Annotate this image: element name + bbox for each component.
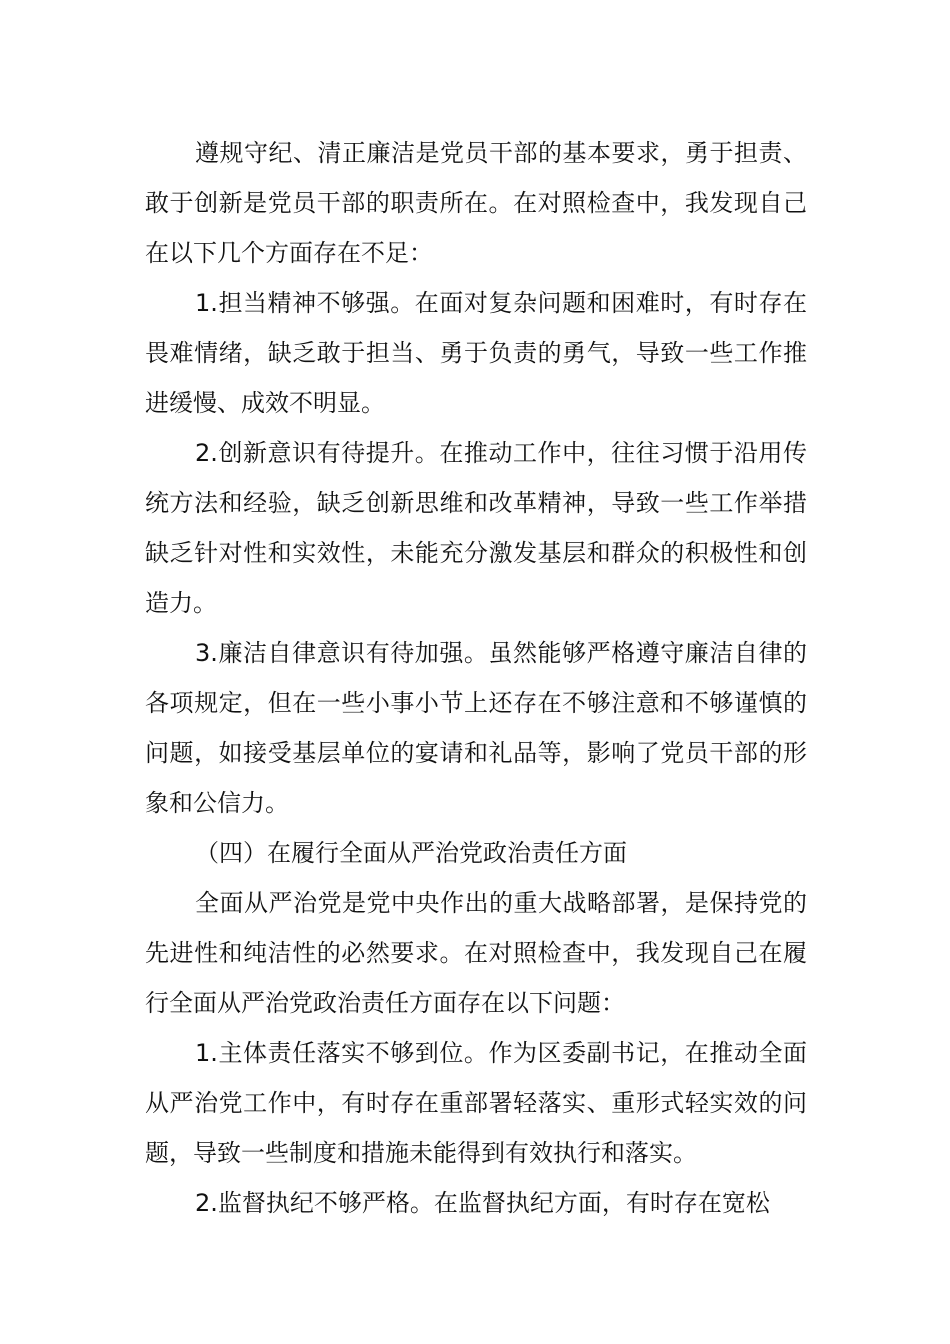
paragraph-item-2-innovation: 2.创新意识有待提升。在推动工作中，往往习惯于沿用传统方法和经验，缺乏创新思维和改革精神，导致一些工作举措缺乏针对性和实效性，未能充分激发基层和群众的积极性和创造力。 — [145, 439, 807, 617]
document-body — [145, 128, 807, 1228]
section-heading-four: （四）在履行全面从严治党政治责任方面 — [195, 839, 627, 867]
paragraph-item-2-supervision: 2.监督执纪不够严格。在监督执纪方面，有时存在宽松 — [195, 1189, 770, 1217]
paragraph-intro-shortcomings: 遵规守纪、清正廉洁是党员干部的基本要求，勇于担责、敢于创新是党员干部的职责所在。在对照检查中，我发现自己在以下几个方面存在不足： — [145, 139, 807, 267]
paragraph-item-3-integrity: 3.廉洁自律意识有待加强。虽然能够严格遵守廉洁自律的各项规定，但在一些小事小节上还存在不够注意和不够谨慎的问题，如接受基层单位的宴请和礼品等，影响了党员干部的形象和公信力。 — [145, 639, 807, 817]
paragraph-item-1-responsibility: 1.担当精神不够强。在面对复杂问题和困难时，有时存在畏难情绪，缺乏敢于担当、勇于负责的勇气，导致一些工作推进缓慢、成效不明显。 — [145, 289, 807, 417]
paragraph-item-1-main-responsibility: 1.主体责任落实不够到位。作为区委副书记，在推动全面从严治党工作中，有时存在重部署轻落实、重形式轻实效的问题，导致一些制度和措施未能得到有效执行和落实。 — [145, 1039, 807, 1167]
paragraph-party-governance-intro: 全面从严治党是党中央作出的重大战略部署，是保持党的先进性和纯洁性的必然要求。在对照检查中，我发现自己在履行全面从严治党政治责任方面存在以下问题： — [145, 889, 807, 1017]
